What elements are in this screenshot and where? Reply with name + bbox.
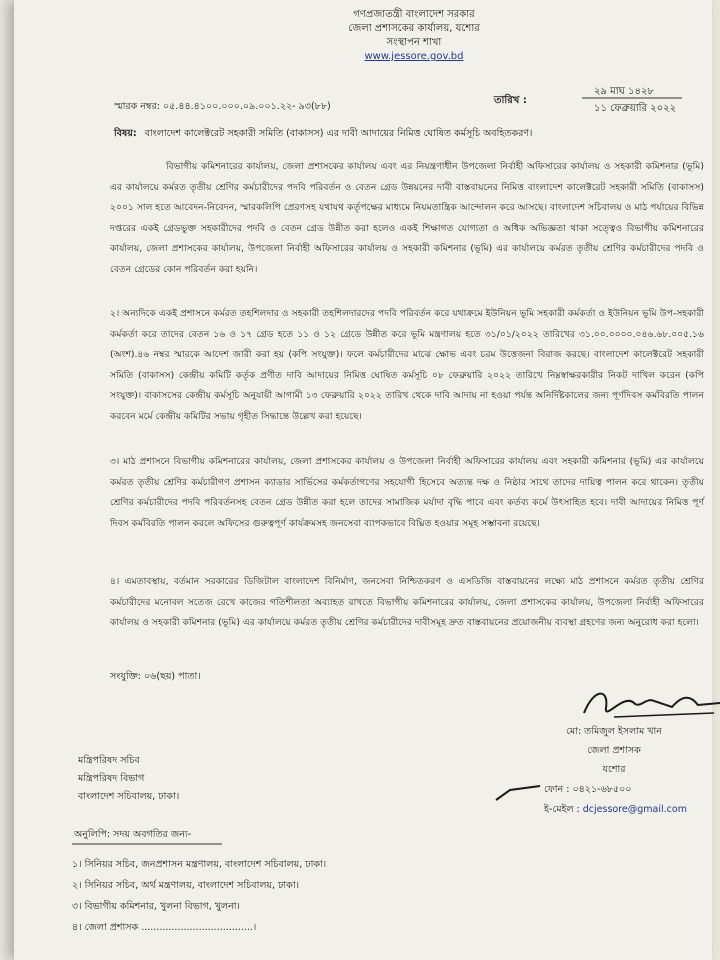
check-mark <box>492 782 544 806</box>
office-title: জেলা প্রশাসকের কার্যালয়, যশোর <box>348 23 480 34</box>
website-link[interactable]: www.jessore.gov.bd <box>364 51 464 62</box>
recipient-block <box>78 752 179 806</box>
date-label: তারিখ : <box>494 95 527 106</box>
subject-label: বিষয়: <box>114 128 137 139</box>
memo-number: স্মারক নম্বর: ০৫.৪৪.৪১০০.০০০.০৯.০০১.২২- ৯৩(৮৮) <box>114 101 331 112</box>
copy-list <box>72 854 326 938</box>
subject-line <box>114 127 674 142</box>
date-bengali: ২৯ মাঘ ১৪২৮ <box>594 86 654 97</box>
list-item: ২। সিনিয়র সচিব, অর্থ মন্ত্রণালয়, বাংলাদেশ সচিবালয়, ঢাকা। <box>72 880 299 891</box>
section-title: সংস্থাপন শাখা <box>386 37 442 48</box>
signatory-title: জেলা প্রশাসক <box>587 745 641 756</box>
recipient-line: মন্ত্রিপরিষদ সচিব <box>78 755 140 766</box>
email-link[interactable]: dcjessore@gmail.com <box>582 804 687 815</box>
paragraph-1: বিভাগীয় কমিশনারের কার্যালয়, জেলা প্রশাসকের কার্যালয় এবং এর নিয়ন্ত্রণাধীন উপজেলা নির্বাহী অফিসারের কার্যালয় ও সহকারী কমিশনার (ভূমি) এর কার্যালয়ে কর্মরত তৃতীয় শ্রেণির কর্মচারীদের পদবি পরিবর্তন ও বেতন গ্রেড উন্নয়নের দাবী বাস্তবায়নের নিমিত্ত বাংলাদেশ কালেক্টরেট সহকারী সমিতি (বাকাসস) ২০০১ সাল হতে আবেদন-নিবেদন, স্মারকলিপি প্রেরণসহ যথাযথ কর্তৃপক্ষের মাধ্যমে নিয়মতান্ত্রিক আন্দোলন করে আসছে। বাংলাদেশ সচিবালয় ও মাঠ পর্যায়ের বিভিন্ন দপ্তরের একই গ্রেডভুক্ত সহকারীদের পদবি ও বেতন গ্রেড উন্নীত করা হলেও একই শিক্ষাগত যোগ্যতা ও অধিক অভিজ্ঞতা থাকা সত্ত্বেও বিভাগীয় কমিশনারের কার্যালয়, জেলা প্রশাসকের কার্যালয়, উপজেলা নির্বাহী অফিসারের কার্যালয় ও সহকারী কমিশনার (ভূমি) এর কার্যালয়ে কর্মরত তৃতীয় শ্রেণির কর্মচারীদের পদবি ও বেতন গ্রেডের কোন পরিবর্তন করা হয়নি। <box>110 161 704 275</box>
list-item: ৪। জেলা প্রশাসক .....................................। <box>72 922 257 933</box>
letterhead <box>264 8 564 64</box>
paragraph-2: ২। অন্যদিকে একই প্রশাসনে কর্মরত তহশিলদার ও সহকারী তহশিলদারদের পদবি পরিবর্তন করে যথাক্রমে ইউনিয়ন ভূমি সহকারী কর্মকর্তা ও ইউনিয়ন ভূমি উপ-সহকারী কর্মকর্তা করে তাদের বেতন ১৬ ও ১৭ গ্রেড হতে ১১ ও ১২ গ্রেডে উন্নীত করে ভূমি মন্ত্রণালয় হতে ৩১/০১/২০২২ তারিখের ৩১.০০.০০০০.০৪৬.৬৮.০০৫.১৬ (অংশ).৪৬ নম্বর স্মারকে আদেশ জারী করা হয় (কপি সংযুক্ত)। ফলে কর্মচারীদের মাঝে ক্ষোভ এবং চরম উত্তেজনা বিরাজ করছে। বাংলাদেশ কালেক্টরেট সহকারী সমিতি (বাকাসস) কেন্দ্রীয় কমিটি কর্তৃক প্রণীত দাবি আদায়ের নিমিত্ত ঘোষিত কর্মসূচি ০৮ ফেব্রুয়ারি ২০২২ তারিখে নিম্নস্বাক্ষরকারীর নিকট দাখিল করেন (কপি সংযুক্ত)। বাকাসসের কেন্দ্রীয় কর্মসূচি অনুযায়ী আগামী ১৩ ফেব্রুয়ারি ২০২২ তারিখ থেকে দাবি আদায় না হওয়া পর্যন্ত অনির্দিষ্টকালের জন্য পূর্ণদিবস কর্মবিরতি পালন করবেন মর্মে কেন্দ্রীয় কমিটির সভায় গৃহীত সিদ্ধান্তে উল্লেখ করা হয়েছে। <box>110 308 704 422</box>
list-item: ৩। বিভাগীয় কমিশনার, খুলনা বিভাগ, খুলনা। <box>72 901 240 912</box>
signatory-place: যশোর <box>602 764 626 775</box>
copy-heading-underline <box>72 842 222 846</box>
copy-heading: অনুলিপি: সদয় অবগতির জন্য- <box>74 829 192 840</box>
letter-page <box>14 0 712 960</box>
signature-block <box>514 722 714 779</box>
contact-block <box>544 780 687 820</box>
subject-text: বাংলাদেশ কালেক্টরেট সহকারী সমিতি (বাকাসস) এর দাবী আদায়ের নিমিত্ত ঘোষিত কর্মসূচি অবহিতকরণ। <box>144 128 533 139</box>
phone-number: ফোন : ০৪২১-৬৮৫০০ <box>544 784 632 795</box>
govt-title: গণপ্রজাতন্ত্রী বাংলাদেশ সরকার <box>353 9 475 20</box>
date-divider <box>582 95 682 101</box>
paragraph-3: ৩। মাঠ প্রশাসনে বিভাগীয় কমিশনারের কার্যালয়, জেলা প্রশাসকের কার্যালয় ও উপজেলা নির্বাহী অফিসারের কার্যালয় এবং সহকারী কমিশনার (ভূমি) এর কার্যালয়ে কর্মরত তৃতীয় শ্রেণির কর্মচারীগণ প্রশাসন ক্যাডার সার্ভিসের কর্মকর্তাগণের সহযোগী হিসেবে অত্যন্ত দক্ষ ও নিষ্ঠার সাথে তাদের দায়িত্ব পালন করে থাকেন। তৃতীয় শ্রেণির কর্মচারীদের পদবি পরিবর্তনসহ বেতন গ্রেড উন্নীত করা হলে তাদের সামাজিক মর্যাদা বৃদ্ধি পাবে এবং কর্তব্য কর্মে উৎসাহিত হবে। দাবী আদায়ের নিমিত্ত পূর্ণ দিবস কর্মবিরতি পালন করলে অফিসের গুরুত্বপূর্ণ কার্যক্রমসহ জনসেবা ব্যাপকভাবে বিঘ্নিত হওয়ার সমূহ সম্ভাবনা রয়েছে। <box>110 456 704 529</box>
signatory-name: মো: তমিজুল ইসলাম খান <box>566 726 662 737</box>
list-item: ১। সিনিয়র সচিব, জনপ্রশাসন মন্ত্রণালয়, বাংলাদেশ সচিবালয়, ঢাকা। <box>72 859 327 870</box>
recipient-line: বাংলাদেশ সচিবালয়, ঢাকা। <box>78 791 180 802</box>
email-label: ই-মেইল : <box>544 804 580 815</box>
attachment-note: সংযুক্তি: ০৬(ছয়) পাতা। <box>110 671 201 682</box>
paragraph-4: ৪। এমতাবস্থায়, বর্তমান সরকারের ডিজিটাল বাংলাদেশ বিনির্মাণ, জনসেবা নিশ্চিতকরণ ও এসডিজি বাস্তবায়নের লক্ষ্যে মাঠ প্রশাসনে কর্মরত তৃতীয় শ্রেণির কর্মচারীদের মনোবল সতেজ রেখে কাজের গতিশীলতা অব্যাহত রাখতে বিভাগীয় কমিশনারের কার্যালয়, জেলা প্রশাসকের কার্যালয়, উপজেলা নির্বাহী অফিসারের কার্যালয় ও সহকারী কমিশনার (ভূমি) এর কার্যালয়ে কর্মরত তৃতীয় শ্রেণির কর্মচারীদের দাবীসমূহ দ্রুত বাস্তবায়নের প্রয়োজনীয় ব্যবস্থা গ্রহণের জন্য অনুরোধ করা হলো। <box>110 576 704 628</box>
recipient-line: মন্ত্রিপরিষদ বিভাগ <box>78 773 145 784</box>
signature-scribble <box>574 683 720 725</box>
date-gregorian: ১১ ফেব্রুয়ারি ২০২২ <box>594 103 677 114</box>
